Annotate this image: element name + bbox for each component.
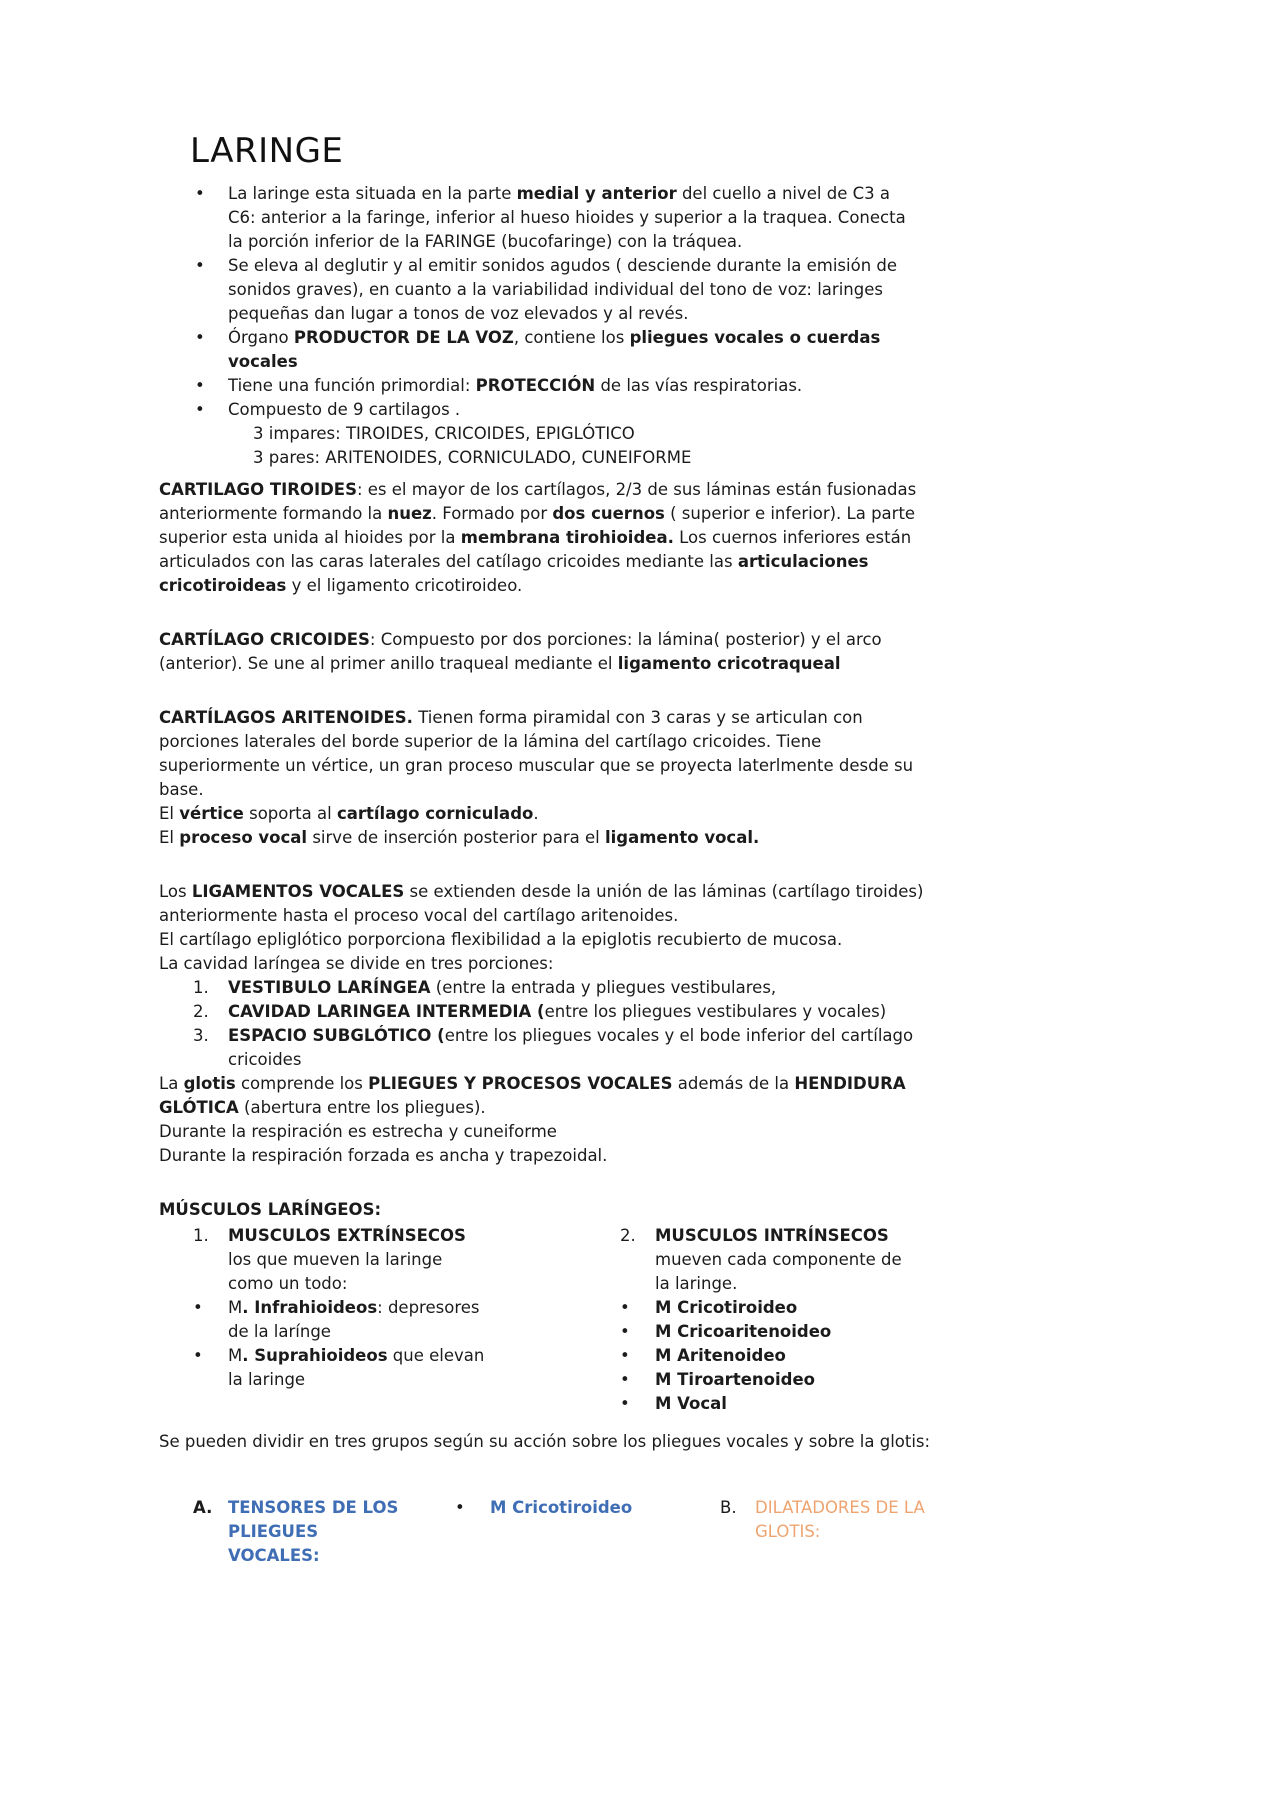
bullet-text: La laringe esta situada en la parte medial y anterior del cuello a nivel de C3 a C6: anterior a la faringe, inferior al hueso hioides y superior a la traquea. Conecta la porción inferior de la FARINGE (bucofaringe) con la tráquea. (228, 184, 906, 251)
group-a-item-cricotiroideo (455, 1496, 667, 1520)
column-musculos-extrinsecos (193, 1224, 486, 1416)
muscle-group-title: MUSCULOS EXTRÍNSECOS (228, 1226, 466, 1245)
muscle-columns (159, 1224, 959, 1416)
numbered-item-espacio-subglotico (159, 1024, 959, 1072)
muscle-group-title: MUSCULOS INTRÍNSECOS (655, 1226, 889, 1245)
bullet-icon: • (193, 1298, 203, 1317)
bullet-icon: • (195, 184, 205, 203)
document-content (159, 130, 959, 1568)
line-epiglotico: El cartílago epliglótico porporciona flexibilidad a la epiglotis recubierto de mucosa. (159, 930, 843, 949)
list-number: 2. (620, 1226, 636, 1245)
list-number: 1. (193, 978, 209, 997)
muscle-item (620, 1296, 903, 1320)
column-musculos-intrinsecos (620, 1224, 903, 1416)
bullet-text: Se eleva al deglutir y al emitir sonidos agudos ( desciende durante la emisión de sonidos graves), en cuanto a la variabilidad individual del tono de voz: laringes pequeñas dan lugar a tonos de voz elevados y al revés. (228, 256, 898, 323)
muscle-item-text: M Cricotiroideo (655, 1298, 798, 1317)
cartilage-subline-pares: 3 pares: ARITENOIDES, CORNICULADO, CUNEIFORME (253, 448, 692, 467)
group-a-title: TENSORES DE LOS PLIEGUES VOCALES: (228, 1498, 399, 1565)
bullet-item (159, 326, 959, 374)
bullet-item (159, 182, 959, 254)
paragraph-cartilago-cricoides: CARTÍLAGO CRICOIDES: Compuesto por dos porciones: la lámina( posterior) y el arco (anterior). Se une al primer anillo traqueal mediante el ligamento cricotraqueal (159, 630, 882, 673)
paragraph-grupos: Se pueden dividir en tres grupos según su acción sobre los pliegues vocales y sobre la glotis: (159, 1432, 931, 1451)
bullet-icon: • (195, 376, 205, 395)
bullet-item (159, 398, 959, 422)
muscle-group-subtitle: mueven cada componente de la laringe. (655, 1250, 902, 1293)
paragraph-glotis: La glotis comprende los PLIEGUES Y PROCESOS VOCALES además de la HENDIDURA GLÓTICA (abertura entre los pliegues). (159, 1074, 906, 1117)
group-b-title: DILATADORES DE LA GLOTIS: (755, 1498, 925, 1541)
muscle-item-text: M Cricoaritenoideo (655, 1322, 832, 1341)
muscle-item-text: M. Infrahioideos: depresores de la larínge (228, 1298, 480, 1341)
group-a-item-text: M Cricotiroideo (490, 1498, 633, 1517)
muscle-group-text (228, 1224, 486, 1296)
intro-bullet-list (159, 182, 959, 470)
numbered-item-cavidad-intermedia (159, 1000, 959, 1024)
heading-musculos-laringeos: MÚSCULOS LARÍNGEOS: (159, 1200, 382, 1219)
group-b-dilatadores (720, 1496, 960, 1544)
group-b-marker: B. (720, 1498, 737, 1517)
muscle-item-text: M. Suprahioideos que elevan la laringe (228, 1346, 485, 1389)
line-proceso-vocal: El proceso vocal sirve de inserción posterior para el ligamento vocal. (159, 828, 760, 847)
muscle-item (193, 1296, 486, 1344)
classification-columns (159, 1496, 979, 1568)
bullet-icon: • (195, 256, 205, 275)
bullet-icon: • (620, 1346, 630, 1365)
numbered-text: ESPACIO SUBGLÓTICO (entre los pliegues vocales y el bode inferior del cartílago cricoides (228, 1026, 914, 1069)
bullet-icon: • (620, 1370, 630, 1389)
bullet-icon: • (620, 1322, 630, 1341)
group-a-tensores (193, 1496, 405, 1568)
numbered-text: CAVIDAD LARINGEA INTERMEDIA (entre los pliegues vestibulares y vocales) (228, 1002, 887, 1021)
numbered-text: VESTIBULO LARÍNGEA (entre la entrada y pliegues vestibulares, (228, 978, 777, 997)
muscle-group-text (655, 1224, 903, 1296)
paragraph-ligamentos-vocales: Los LIGAMENTOS VOCALES se extienden desde la unión de las láminas (cartílago tiroides) anteriormente hasta el proceso vocal del cartílago aritenoides. (159, 882, 924, 925)
muscle-item-text: M Tiroartenoideo (655, 1370, 815, 1389)
bullet-text: Compuesto de 9 cartilagos . (228, 400, 461, 419)
line-cavidad-laringea: La cavidad laríngea se divide en tres porciones: (159, 954, 554, 973)
muscle-item (193, 1344, 486, 1392)
numbered-item-vestibulo (159, 976, 959, 1000)
bullet-item (159, 254, 959, 326)
cartilage-subline-impares: 3 impares: TIROIDES, CRICOIDES, EPIGLÓTICO (253, 424, 635, 443)
line-respiracion: Durante la respiración es estrecha y cuneiforme (159, 1122, 557, 1141)
list-number: 3. (193, 1026, 209, 1045)
line-vertice: El vértice soporta al cartílago corniculado. (159, 804, 539, 823)
list-number: 1. (193, 1226, 209, 1245)
muscle-group-heading (620, 1224, 903, 1296)
paragraph-cartilago-tiroides: CARTILAGO TIROIDES: es el mayor de los cartílagos, 2/3 de sus láminas están fusionadas anteriormente formando la nuez. Formado por dos cuernos ( superior e inferior). La parte superior esta unida al hioides por la membrana tirohioidea. Los cuernos inferiores están articulados con las caras laterales del catílago cricoides mediante las articulaciones cricotiroideas y el ligamento cricotiroideo. (159, 480, 917, 595)
bullet-icon: • (620, 1394, 630, 1413)
muscle-item-text: M Vocal (655, 1394, 727, 1413)
muscle-group-heading (193, 1224, 486, 1296)
muscle-group-subtitle: los que mueven la laringe como un todo: (228, 1250, 443, 1293)
bullet-icon: • (620, 1298, 630, 1317)
bullet-icon: • (195, 328, 205, 347)
bullet-text: Órgano PRODUCTOR DE LA VOZ, contiene los pliegues vocales o cuerdas vocales (228, 328, 881, 371)
muscle-item (620, 1392, 903, 1416)
muscle-item (620, 1344, 903, 1368)
muscle-item (620, 1320, 903, 1344)
porciones-numbered-list (159, 976, 959, 1072)
bullet-item (159, 374, 959, 398)
bullet-icon: • (455, 1498, 465, 1517)
list-number: 2. (193, 1002, 209, 1021)
bullet-icon: • (193, 1346, 203, 1365)
paragraph-cartilagos-aritenoides: CARTÍLAGOS ARITENOIDES. Tienen forma piramidal con 3 caras y se articulan con porciones laterales del borde superior de la lámina del cartílago cricoides. Tiene superiormente un vértice, un gran proceso muscular que se proyecta laterlmente desde su base. (159, 708, 914, 799)
page-title: LARINGE (190, 131, 344, 171)
muscle-item-text: M Aritenoideo (655, 1346, 786, 1365)
line-respiracion-forzada: Durante la respiración forzada es ancha y trapezoidal. (159, 1146, 608, 1165)
muscle-item (620, 1368, 903, 1392)
bullet-text: Tiene una función primordial: PROTECCIÓN de las vías respiratorias. (228, 376, 803, 395)
bullet-icon: • (195, 400, 205, 419)
group-a-marker: A. (193, 1498, 213, 1517)
